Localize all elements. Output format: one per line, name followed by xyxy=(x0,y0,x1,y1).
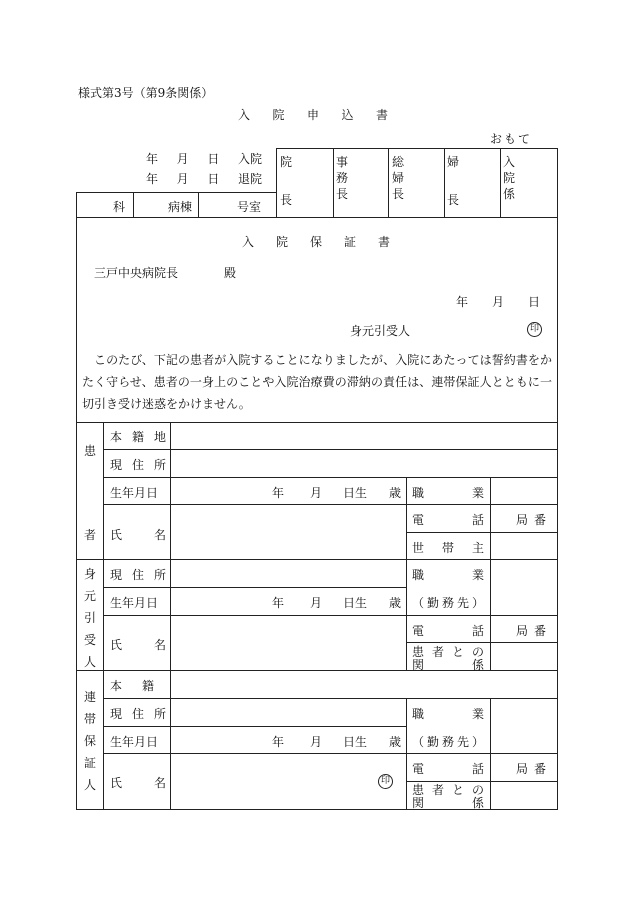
guarantee-date: 年 月 日 xyxy=(456,295,540,309)
guarantor-workplace-label: （ 勤 務 先 ） xyxy=(412,596,484,610)
patient-name-label: 氏 名 xyxy=(110,528,166,542)
joint-relation-line2: 関 係 xyxy=(412,796,484,810)
patient-phone-unit: 局番 xyxy=(516,513,553,527)
guarantor-birth-month: 月 xyxy=(310,596,323,610)
guarantor-birth-label: 生年月日 xyxy=(110,596,159,610)
joint-relation-line1: 患 者 と の xyxy=(412,783,484,797)
joint-birth-year: 年 xyxy=(272,735,285,749)
patient-section-top: 患 xyxy=(83,444,96,458)
room-label: 号室 xyxy=(237,200,262,214)
form-number: 様式第3号（第9条関係） xyxy=(78,86,214,100)
joint-birth-day: 日生 xyxy=(343,735,368,749)
joint-age-unit: 歳 xyxy=(389,735,402,749)
honorific: 殿 xyxy=(224,266,237,280)
patient-householder-label: 世 帯 主 xyxy=(412,541,484,555)
guarantor-phone-unit: 局番 xyxy=(516,624,553,638)
stamp-director-top: 院 xyxy=(279,155,292,169)
guarantee-title: 入 院 保 証 書 xyxy=(242,235,390,249)
guarantor-address-label: 現 住 所 xyxy=(110,568,166,582)
seal-mark: 印 xyxy=(527,322,542,337)
joint-guarantor-section: 連帯保証人 xyxy=(83,690,96,792)
patient-address-label: 現 住 所 xyxy=(110,458,166,472)
ward-label: 病棟 xyxy=(168,200,193,214)
guarantee-body: このたび、下記の患者が入院することになりましたが、入院にあたっては誓約書をかたく守らせ、患者の一身上のことや入院治療費の滞納の責任は、連帯保証人とともに一切引き受け迷惑をかけません。 xyxy=(82,353,552,411)
patient-occupation-label: 職 業 xyxy=(412,486,484,500)
admission-date-row: 年 月 日 入院 xyxy=(146,152,262,166)
joint-workplace-label: （ 勤 務 先 ） xyxy=(412,735,484,749)
guarantor-birth-day: 日生 xyxy=(343,596,368,610)
guarantor-relation-line1: 患 者 と の xyxy=(412,645,484,659)
joint-phone-label: 電 話 xyxy=(412,762,484,776)
guarantor-age-unit: 歳 xyxy=(389,596,402,610)
patient-birth-day: 日生 xyxy=(343,486,368,500)
stamp-office-head: 事務長 xyxy=(335,155,348,201)
addressee: 三戸中央病院長 xyxy=(94,266,179,280)
guarantor-occupation-label: 職 業 xyxy=(412,568,484,582)
patient-domicile-label: 本 籍 地 xyxy=(110,430,166,444)
guarantor-phone-label: 電 話 xyxy=(412,624,484,638)
stamp-chief-nurse: 総婦長 xyxy=(391,155,404,201)
guarantor-relation-line2: 関 係 xyxy=(412,658,484,672)
discharge-date-row: 年 月 日 退院 xyxy=(146,172,262,186)
department-label: 科 xyxy=(113,200,126,214)
patient-section-bottom: 者 xyxy=(83,528,96,542)
patient-birth-month: 月 xyxy=(310,486,323,500)
patient-birth-label: 生年月日 xyxy=(110,486,159,500)
stamp-director-bottom: 長 xyxy=(279,193,292,207)
guarantor-name-label: 氏 名 xyxy=(110,638,166,652)
joint-birth-month: 月 xyxy=(310,735,323,749)
joint-occupation-label: 職 業 xyxy=(412,707,484,721)
stamp-head-nurse-bottom: 長 xyxy=(446,193,459,207)
joint-birth-label: 生年月日 xyxy=(110,735,159,749)
application-title: 入 院 申 込 書 xyxy=(238,108,388,122)
guarantor-birth-year: 年 xyxy=(272,596,285,610)
stamp-admission-clerk: 入院係 xyxy=(502,155,515,201)
joint-phone-unit: 局番 xyxy=(516,762,553,776)
stamp-head-nurse-top: 婦 xyxy=(446,155,459,169)
joint-domicile-label: 本 籍 xyxy=(110,679,154,693)
patient-birth-year: 年 xyxy=(272,486,285,500)
joint-name-label: 氏 名 xyxy=(110,776,166,790)
side-label: おもて xyxy=(490,132,533,146)
joint-address-label: 現 住 所 xyxy=(110,707,166,721)
joint-seal-mark: 印 xyxy=(378,774,393,789)
patient-age-unit: 歳 xyxy=(389,486,402,500)
patient-phone-label: 電 話 xyxy=(412,513,484,527)
guarantor-section: 身元引受人 xyxy=(83,567,96,669)
guarantor-signature-label: 身元引受人 xyxy=(350,324,411,338)
